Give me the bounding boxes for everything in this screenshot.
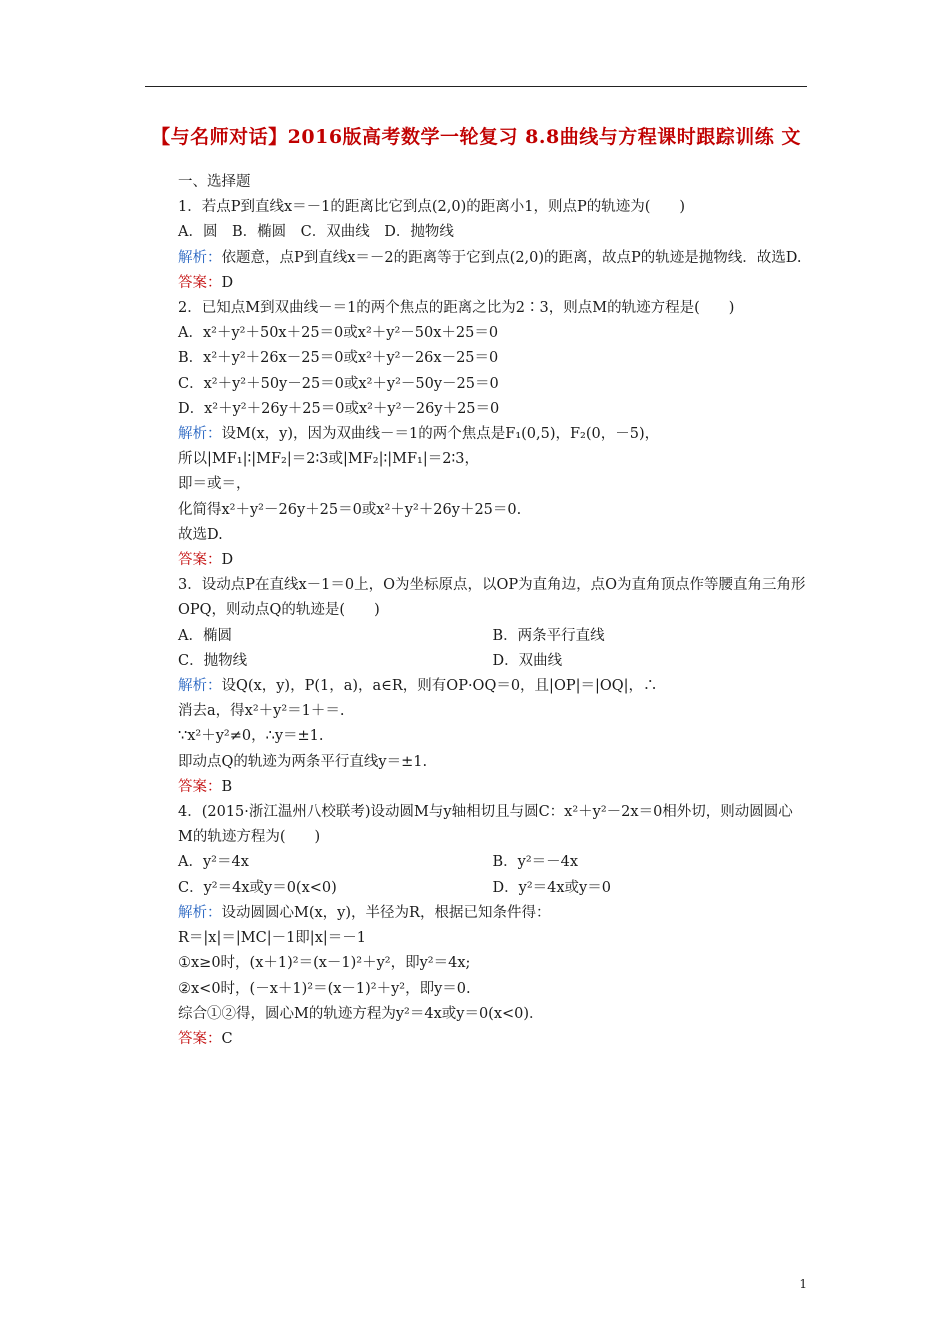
analysis-label: 解析： [178, 904, 222, 921]
q4-analysis-4: ②x<0时，(－x＋1)²＝(x－1)²＋y²，即y＝0. [178, 980, 471, 997]
q4-analysis-5: 综合①②得，圆心M的轨迹方程为y²＝4x或y＝0(x<0)． [178, 1005, 544, 1022]
q3-option-c: C．抛物线 [178, 652, 248, 669]
q2-analysis-2: 所以|MF₁|∶|MF₂|＝2∶3或|MF₂|∶|MF₁|＝2∶3， [178, 451, 479, 468]
q3-answer-value: B [221, 778, 233, 795]
q4-option-b: B．y²＝－4x [492, 854, 579, 871]
q1-options: A．圆 B．椭圆 C．双曲线 D．抛物线 [178, 224, 454, 241]
q2-answer-value: D [221, 552, 234, 569]
q1-analysis-text: 依题意，点P到直线x＝－2的距离等于它到点(2,0)的距离，故点P的轨迹是抛物线．故选D. [221, 249, 802, 266]
answer-label: 答案： [178, 778, 222, 795]
analysis-label: 解析： [178, 426, 222, 443]
q2-option-c: C．x²＋y²＋50y－25＝0或x²＋y²－50y－25＝0 [178, 375, 499, 392]
document-body [145, 170, 807, 1052]
analysis-label: 解析： [178, 249, 222, 266]
q1-answer [145, 271, 807, 296]
q3-answer [145, 775, 807, 800]
q4-option-a: A．y²＝4x [178, 854, 249, 871]
q3-option-d: D．双曲线 [492, 652, 563, 669]
q4-option-c: C．y²＝4x或y＝0(x<0) [178, 879, 337, 896]
q2-analysis-4: 化简得x²＋y²－26y＋25＝0或x²＋y²＋26y＋25＝0. [178, 501, 522, 518]
q2-option-d: D．x²＋y²＋26y＋25＝0或x²＋y²－26y＋25＝0 [178, 400, 500, 417]
header-rule [145, 86, 807, 87]
q4-analysis-3: ①x≥0时，(x＋1)²＝(x－1)²＋y²，即y²＝4x; [178, 955, 471, 972]
q3-analysis-4: 即动点Q的轨迹为两条平行直线y＝±1. [178, 753, 428, 770]
q3-stem: 3．设动点P在直线x－1＝0上，O为坐标原点，以OP为直角边，点O为直角顶点作等腰直角三角形OPQ，则动点Q的轨迹是( ) [178, 577, 806, 619]
q3-option-b: B．两条平行直线 [492, 627, 605, 644]
q2-option-a: A．x²＋y²＋50x＋25＝0或x²＋y²－50x＋25＝0 [178, 325, 499, 342]
q3-option-a: A．椭圆 [178, 627, 232, 644]
q4-analysis-text-1: 设动圆圆心M(x，y)，半径为R，根据已知条件得： [221, 904, 551, 921]
q3-analysis-2: 消去a，得x²＋y²＝1＋＝. [178, 703, 345, 720]
section-heading: 一、选择题 [178, 174, 251, 190]
q3-analysis-1 [145, 674, 807, 699]
q4-options-row-2 [145, 876, 807, 901]
q2-analysis-5: 故选D. [178, 526, 223, 543]
q4-analysis-1 [145, 901, 807, 926]
q4-options-row-1 [145, 850, 807, 875]
q3-analysis-text-1: 设Q(x，y)，P(1，a)，a∈R，则有OP·OQ＝0，且|OP|＝|OQ|，∴ [221, 678, 658, 695]
q1-analysis [145, 246, 807, 271]
q2-option-b: B．x²＋y²＋26x－25＝0或x²＋y²－26x－25＝0 [178, 350, 499, 367]
q3-analysis-3: ∵x²＋y²≠0，∴y＝±1. [178, 728, 324, 745]
document-title: 【与名师对话】2016版高考数学一轮复习 8.8曲线与方程课时跟踪训练 文 [151, 126, 801, 148]
q2-stem: 2．已知点M到双曲线－＝1的两个焦点的距离之比为2∶3，则点M的轨迹方程是( ) [178, 300, 735, 317]
answer-label: 答案： [178, 1030, 222, 1047]
q1-stem: 1．若点P到直线x＝－1的距离比它到点(2,0)的距离小1，则点P的轨迹为( ) [178, 199, 686, 216]
q4-answer-value: C [221, 1030, 233, 1047]
answer-label: 答案： [178, 552, 222, 569]
q2-analysis-text-1: 设M(x，y)，因为双曲线－＝1的两个焦点是F₁(0,5)，F₂(0，－5)， [221, 426, 660, 443]
q4-answer [145, 1027, 807, 1052]
q2-answer [145, 548, 807, 573]
q4-option-d: D．y²＝4x或y＝0 [492, 879, 611, 896]
q4-analysis-2: R＝|x|＝|MC|－1即|x|＝－1 [178, 930, 366, 947]
q3-options-row-1 [145, 624, 807, 649]
analysis-label: 解析： [178, 678, 222, 695]
q3-options-row-2 [145, 649, 807, 674]
q4-stem: 4．(2015·浙江温州八校联考)设动圆M与y轴相切且与圆C：x²＋y²－2x＝0相外切，则动圆圆心M的轨迹方程为( ) [178, 804, 793, 846]
page-number: 1 [799, 1277, 807, 1291]
q1-answer-value: D [221, 274, 234, 291]
q2-analysis-3: 即＝或＝， [178, 476, 251, 493]
answer-label: 答案： [178, 274, 222, 291]
q2-analysis-1 [145, 422, 807, 447]
